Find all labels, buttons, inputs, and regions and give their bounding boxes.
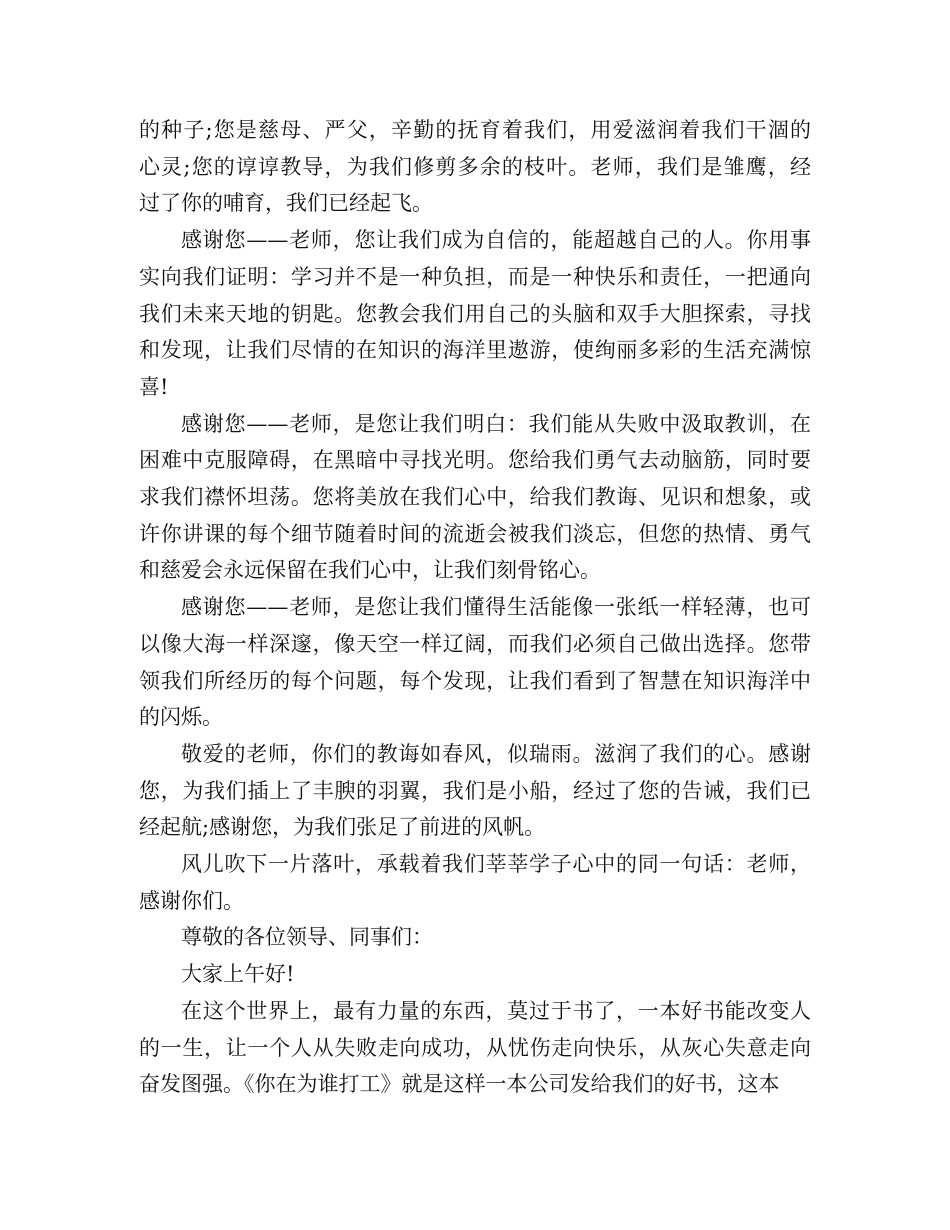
text-line: 风儿吹下一片落叶，承载着我们莘莘学子心中的同一句话：老师，	[181, 852, 811, 877]
paragraph	[139, 846, 811, 919]
text-line: 困难中克服障碍，在黑暗中寻找光明。您给我们勇气去动脑筋，同时要	[139, 448, 811, 473]
text-line: 实向我们证明：学习并不是一种负担，而是一种快乐和责任，一把通向	[139, 264, 811, 289]
text-line: 和发现，让我们尽情的在知识的海洋里遨游，使绚丽多彩的生活充满惊	[139, 338, 811, 363]
text-line: 求我们襟怀坦荡。您将美放在我们心中，给我们教诲、见识和想象，或	[139, 485, 811, 510]
text-line: 领我们所经历的每个问题，每个发现，让我们看到了智慧在知识海洋中	[139, 668, 811, 693]
text-line: 许你讲课的每个细节随着时间的流逝会被我们淡忘，但您的热情、勇气	[139, 521, 811, 546]
document-body	[139, 112, 811, 1103]
text-line: 心灵;您的谆谆教导，为我们修剪多余的枝叶。老师，我们是雏鹰，经	[139, 154, 811, 179]
paragraph	[139, 112, 811, 222]
paragraph	[139, 956, 811, 993]
text-line: 感谢你们。	[139, 888, 244, 913]
text-line: 感谢您——老师，是您让我们懂得生活能像一张纸一样轻薄，也可	[181, 595, 811, 620]
text-line: 过了你的哺育，我们已经起飞。	[139, 191, 433, 216]
paragraph	[139, 222, 811, 406]
text-line: 大家上午好!	[181, 962, 295, 987]
paragraph	[139, 406, 811, 590]
paragraph	[139, 993, 811, 1103]
text-line: 在这个世界上，最有力量的东西，莫过于书了，一本好书能改变人	[181, 998, 811, 1023]
paragraph	[139, 919, 811, 956]
text-line: 的闪烁。	[139, 705, 223, 730]
text-line: 感谢您——老师，您让我们成为自信的，能超越自己的人。你用事	[181, 228, 811, 253]
text-line: 喜!	[139, 374, 169, 399]
text-line: 和慈爱会永远保留在我们心中，让我们刻骨铭心。	[139, 558, 601, 583]
text-line: 的一生，让一个人从失败走向成功，从忧伤走向快乐，从灰心失意走向	[139, 1035, 811, 1060]
paragraph	[139, 589, 811, 736]
text-line: 您，为我们插上了丰腴的羽翼，我们是小船，经过了您的告诫，我们已	[139, 778, 811, 803]
text-line: 感谢您——老师，是您让我们明白：我们能从失败中汲取教训，在	[181, 411, 811, 436]
text-line: 以像大海一样深邃，像天空一样辽阔，而我们必须自己做出选择。您带	[139, 631, 811, 656]
text-line: 的种子;您是慈母、严父，辛勤的抚育着我们，用爱滋润着我们干涸的	[139, 118, 811, 142]
text-line: 我们未来天地的钥匙。您教会我们用自己的头脑和双手大胆探索，寻找	[139, 301, 811, 326]
text-line: 尊敬的各位领导、同事们：	[181, 925, 433, 950]
paragraph	[139, 736, 811, 846]
text-line: 奋发图强。《你在为谁打工》就是这样一本公司发给我们的好书，这本	[139, 1072, 780, 1097]
text-line: 敬爱的老师，你们的教诲如春风，似瑞雨。滋润了我们的心。感谢	[181, 741, 811, 766]
text-line: 经起航;感谢您，为我们张足了前进的风帆。	[139, 815, 546, 840]
